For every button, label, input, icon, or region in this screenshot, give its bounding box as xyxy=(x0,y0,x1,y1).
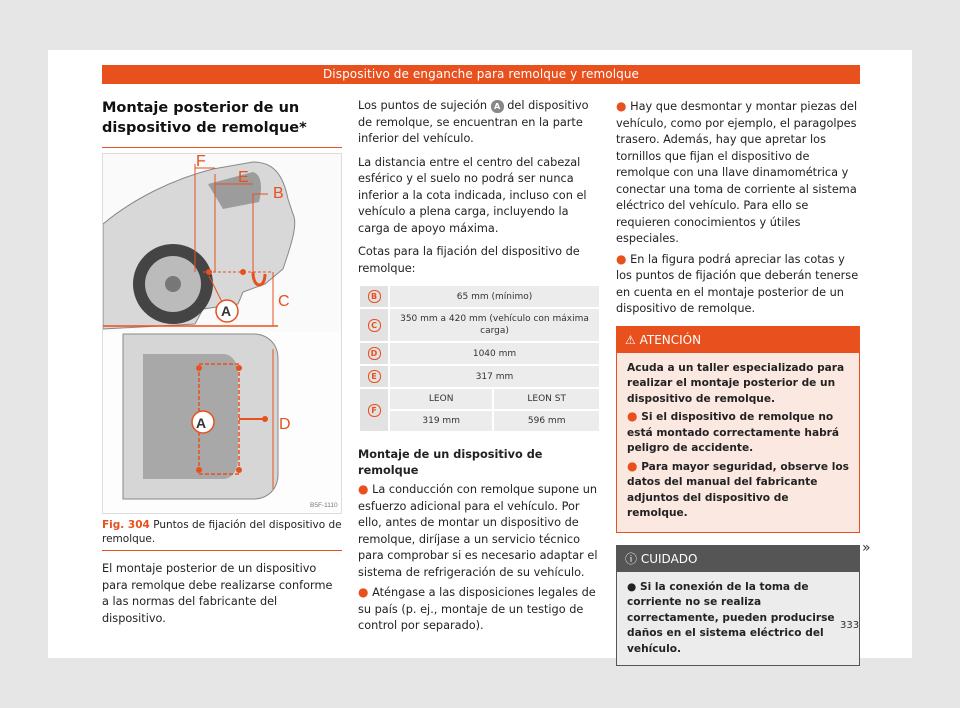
warning-item: Si el dispositivo de remolque no está montado correctamente habrá peligro de accidente. xyxy=(627,411,840,454)
table-row xyxy=(359,365,600,388)
caution-item: Si la conexión de la toma de corriente no se realiza correctamente, pueden producirse daños en el sistema eléctrico del vehículo. xyxy=(627,580,835,655)
paragraph-text-b: del dispositivo de remolque, se encuentran en la parte inferior del vehículo. xyxy=(358,99,589,145)
value-c: 350 mm a 420 mm (vehículo con máxima carga) xyxy=(389,308,600,342)
warning-body xyxy=(617,353,859,532)
figure-code: B5F-1110 xyxy=(310,502,338,509)
list-item xyxy=(627,580,849,658)
value-b: 65 mm (mínimo) xyxy=(389,285,600,308)
left-paragraph: El montaje posterior de un dispositivo para remolque debe realizarse conforme a las normas del fabricante del dispositivo. xyxy=(102,562,333,625)
label-d: D xyxy=(279,416,291,433)
car-top-view xyxy=(103,332,341,513)
table-row xyxy=(359,308,600,342)
figure-caption xyxy=(102,518,342,551)
badge-d: D xyxy=(368,347,381,360)
list-item xyxy=(616,98,860,248)
subheading-mounting: Montaje de un dispositivo de remolque xyxy=(358,448,543,477)
bullet-text: En la figura podrá apreciar las cotas y los puntos de fijación que deberán tenerse en cuenta en el montaje posterior de un dispositivo de remolque. xyxy=(616,252,859,315)
info-circle-icon: ⓘ xyxy=(625,551,638,566)
continue-arrow-icon: » xyxy=(862,540,871,556)
value-f-leon-st: 596 mm xyxy=(493,410,600,432)
bullet-icon: ● xyxy=(616,251,627,266)
warning-header xyxy=(617,327,859,353)
column-middle xyxy=(358,98,601,638)
list-item xyxy=(627,459,849,522)
paragraph-anchor-points xyxy=(358,98,601,148)
column-left xyxy=(102,98,342,148)
chapter-header: Dispositivo de enganche para remolque y remolque xyxy=(102,65,860,84)
warning-triangle-icon: ⚠ xyxy=(625,332,636,347)
label-a-side: A xyxy=(221,303,232,319)
badge-b: B xyxy=(368,290,381,303)
label-a-top: A xyxy=(196,415,207,431)
page-number: 333 xyxy=(840,620,860,631)
bullet-icon: ● xyxy=(627,580,637,593)
car-side-view xyxy=(103,162,295,329)
bullet-icon: ● xyxy=(358,585,369,599)
figure-number: Fig. 304 xyxy=(102,519,150,531)
badge-a: A xyxy=(491,100,504,113)
badge-f: F xyxy=(368,404,381,417)
figure-towbar-mounting xyxy=(102,153,342,514)
section-title: Montaje posterior de un dispositivo de remolque* xyxy=(102,98,342,148)
warning-title: ATENCIÓN xyxy=(639,332,702,347)
bullet-text: Hay que desmontar y montar piezas del vehículo, como por ejemplo, el paragolpes trasero. Además, hay que apretar los tornillos que fijan el dispositivo de remolque con una llave dinamométrica y conectar una toma de corriente al sistema eléctrico del vehículo. Para ello se requieren conocimientos y útiles especiales. xyxy=(616,100,858,245)
caution-body xyxy=(617,572,859,666)
dimensions-table xyxy=(358,284,601,433)
header-leon: LEON xyxy=(389,388,493,410)
caution-title: CUIDADO xyxy=(640,551,698,566)
label-b: B xyxy=(273,185,284,202)
warning-box xyxy=(616,326,860,533)
list-item xyxy=(358,481,601,581)
label-f: F xyxy=(196,154,206,170)
caution-box xyxy=(616,545,860,667)
list-item xyxy=(358,584,601,635)
warning-intro: Acuda a un taller especializado para realizar el montaje posterior de un dispositivo de remolque. xyxy=(627,361,845,405)
badge-e: E xyxy=(368,370,381,383)
list-item xyxy=(616,251,860,318)
value-d: 1040 mm xyxy=(389,342,600,365)
value-e: 317 mm xyxy=(389,365,600,388)
bullet-icon: ● xyxy=(616,99,627,113)
list-item xyxy=(627,409,849,457)
bullet-icon: ● xyxy=(627,409,638,423)
warning-item: Para mayor seguridad, observe los datos del manual del fabricante adjuntos del dispositivo de remolque. xyxy=(627,460,849,519)
figure-caption-text: Puntos de fijación del dispositivo de remolque. xyxy=(102,519,342,545)
label-c: C xyxy=(278,293,290,310)
paragraph-distance: La distancia entre el centro del cabezal esférico y el suelo no podrá ser nunca inferior a la cota indicada, incluso con el vehículo a plena carga, incluyendo la carga de apoyo máxima. xyxy=(358,155,587,235)
value-f-leon: 319 mm xyxy=(389,410,493,432)
label-e: E xyxy=(238,169,249,186)
table-row xyxy=(359,342,600,365)
bullet-icon: ● xyxy=(627,458,638,473)
bullet-icon: ● xyxy=(358,482,369,496)
badge-c: C xyxy=(368,319,381,332)
header-leon-st: LEON ST xyxy=(493,388,600,410)
table-row xyxy=(359,285,600,308)
table-row xyxy=(359,388,600,410)
table-row xyxy=(359,410,600,432)
column-right xyxy=(616,98,860,666)
towbar-diagram xyxy=(103,154,341,513)
paragraph-dimensions-intro: Cotas para la fijación del dispositivo de remolque: xyxy=(358,245,580,275)
paragraph-text-a: Los puntos de sujeción xyxy=(358,99,488,112)
caution-header xyxy=(617,546,859,572)
bullet-text: Aténgase a las disposiciones legales de su país (p. ej., montaje de un testigo de control por separado). xyxy=(358,586,596,632)
bullet-text: La conducción con remolque supone un esfuerzo adicional para el vehículo. Por ello, antes de montar un dispositivo de remolque, diríjase a un servicio técnico para comprobar si es necesario adaptar el sistema de refrigeración de su vehículo. xyxy=(358,483,598,579)
